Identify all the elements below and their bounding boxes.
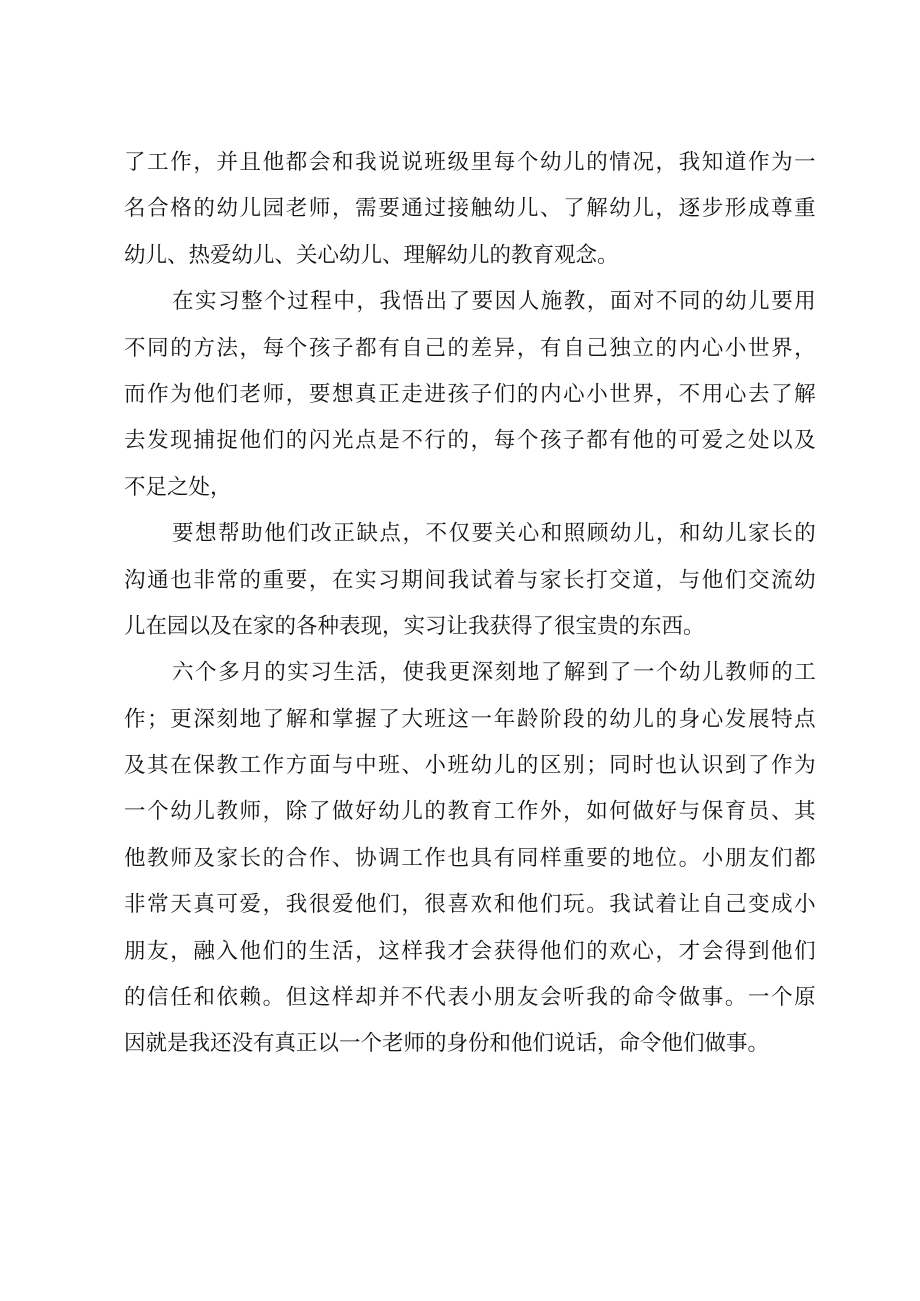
text-line: 沟 通 也 非 常 的 重 要 ， 在 实 习 期 间 我 试 着 与 家 长 打 交 道 ， 与 他 们 交 流 幼 bbox=[124, 567, 816, 593]
text-line: 儿在园以及在家的各种表现，实习让我获得了很宝贵的东西。 bbox=[124, 613, 705, 639]
text-line: 作 ； 更 深 刻 地 了 解 和 掌 握 了 大 班 这 一 年 龄 阶 段 的 幼 儿 的 身 心 发 展 特 点 bbox=[124, 706, 816, 732]
paragraph bbox=[124, 140, 816, 279]
document-body bbox=[124, 140, 816, 1068]
text-line: 的 信 任 和 依 赖 。 但 这 样 却 并 不 代 表 小 朋 友 会 听 我 的 命 令 做 事 。 一 个 原 bbox=[124, 985, 816, 1011]
text-line: 非 常 天 真 可 爱 ， 我 很 爱 他 们 ， 很 喜 欢 和 他 们 玩 。 我 试 着 让 自 己 变 成 小 bbox=[124, 892, 816, 918]
text-line: 因就是我还没有真正以一个老师的身份和他们说话，命令他们做事。 bbox=[124, 1031, 770, 1057]
text-line: 要 想 帮 助 他 们 改 正 缺 点 ， 不 仅 要 关 心 和 照 顾 幼 儿 ， 和 幼 儿 家 长 的 bbox=[172, 521, 816, 547]
text-line: 在 实 习 整 个 过 程 中 ， 我 悟 出 了 要 因 人 施 教 ， 面 对 不 同 的 幼 儿 要 用 bbox=[172, 289, 816, 315]
text-line: 幼儿、热爱幼儿、关心幼儿、理解幼儿的教育观念。 bbox=[124, 242, 619, 268]
paragraph bbox=[124, 511, 816, 650]
paragraph bbox=[124, 650, 816, 1068]
paragraph bbox=[124, 279, 816, 511]
text-line: 他 教 师 及 家 长 的 合 作 、 协 调 工 作 也 具 有 同 样 重 要 的 地 位 。 小 朋 友 们 都 bbox=[124, 845, 816, 871]
text-line: 不足之处， bbox=[124, 474, 232, 500]
text-line: 六 个 多 月 的 实 习 生 活 ， 使 我 更 深 刻 地 了 解 到 了 一 个 幼 儿 教 师 的 工 bbox=[172, 660, 816, 686]
text-line: 朋 友 ， 融 入 他 们 的 生 活 ， 这 样 我 才 会 获 得 他 们 的 欢 心 ， 才 会 得 到 他 们 bbox=[124, 938, 816, 964]
text-line: 一 个 幼 儿 教 师 ， 除 了 做 好 幼 儿 的 教 育 工 作 外 ， 如 何 做 好 与 保 育 员 、 其 bbox=[124, 799, 816, 825]
text-line: 及 其 在 保 教 工 作 方 面 与 中 班 、 小 班 幼 儿 的 区 别 ； 同 时 也 认 识 到 了 作 为 bbox=[124, 753, 816, 779]
text-line: 了 工 作 ， 并 且 他 都 会 和 我 说 说 班 级 里 每 个 幼 儿 的 情 况 ， 我 知 道 作 为 一 bbox=[124, 150, 816, 175]
text-line: 去 发 现 捕 捉 他 们 的 闪 光 点 是 不 行 的 ， 每 个 孩 子 都 有 他 的 可 爱 之 处 以 及 bbox=[124, 428, 816, 454]
text-line: 不 同 的 方 法 ， 每 个 孩 子 都 有 自 己 的 差 异 ， 有 自 己 独 立 的 内 心 小 世 界 ， bbox=[124, 335, 816, 361]
text-line: 名 合 格 的 幼 儿 园 老 师 ， 需 要 通 过 接 触 幼 儿 、 了 解 幼 儿 ， 逐 步 形 成 尊 重 bbox=[124, 196, 816, 222]
text-line: 而 作 为 他 们 老 师 ， 要 想 真 正 走 进 孩 子 们 的 内 心 小 世 界 ， 不 用 心 去 了 解 bbox=[124, 381, 816, 407]
